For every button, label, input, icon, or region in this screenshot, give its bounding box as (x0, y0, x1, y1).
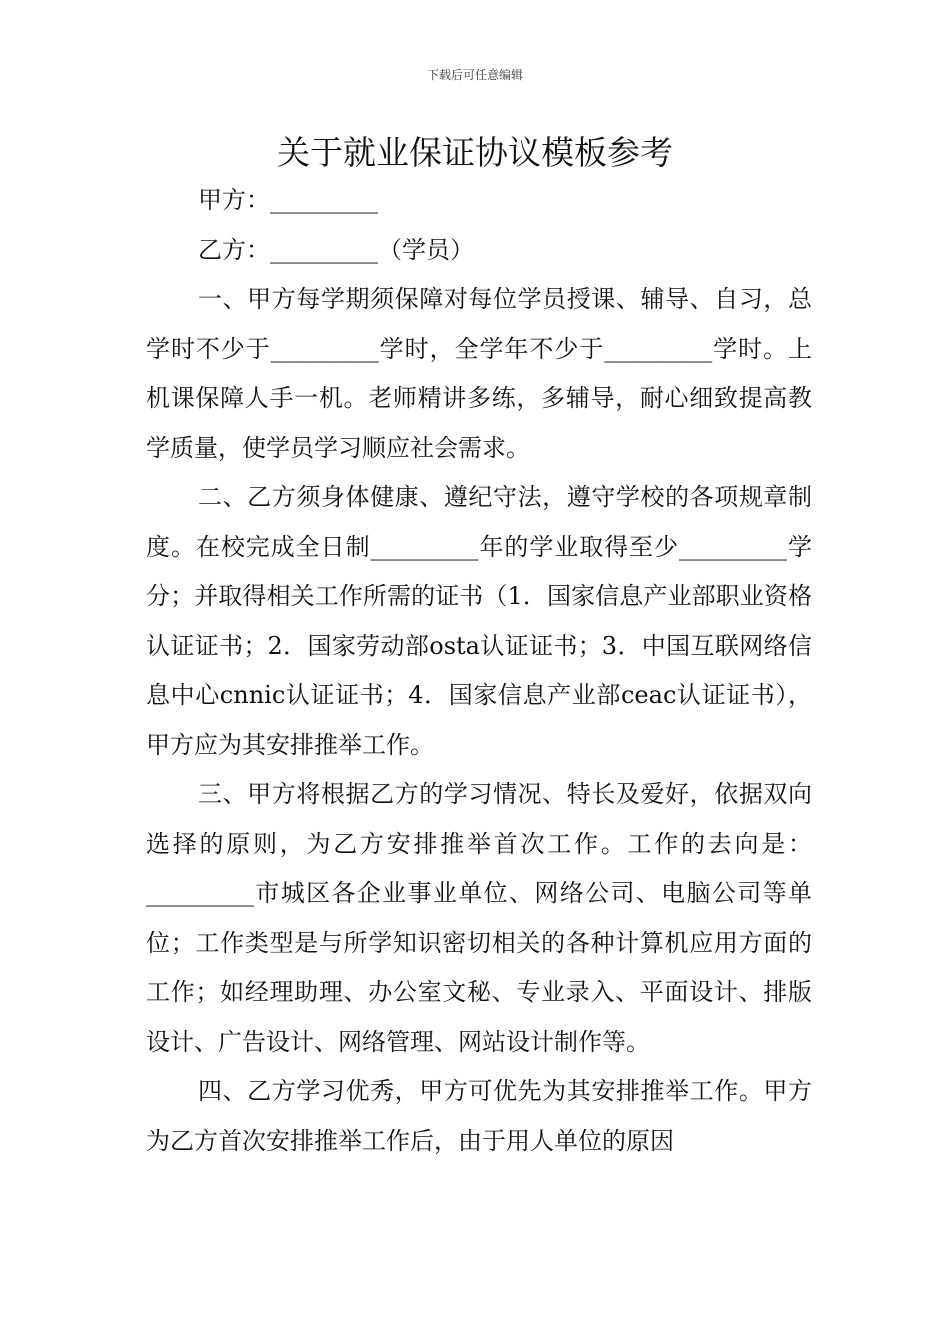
clause-3-paragraph: 三、甲方将根据乙方的学习情况、特长及爱好，依据双向选择的原则，为乙方安排推举首次工作。工作的去向是：_________市城区各企业事业单位、网络公司、电脑公司等单位；工作类型是与所学知识密切相关的各种计算机应用方面的工作；如经理助理、办公室文秘、专业录入、平面设计、排版设计、广告设计、网络管理、网站设计制作等。 (146, 780, 812, 1056)
document-title: 关于就业保证协议模板参考 (277, 133, 673, 172)
document-body (146, 176, 812, 1166)
party-a-line: 甲方：_________ (198, 186, 378, 214)
party-b-line: 乙方：_________（学员） (198, 235, 474, 264)
clause-4-paragraph: 四、乙方学习优秀，甲方可优先为其安排推举工作。甲方为乙方首次安排推举工作后，由于用人单位的原因 (146, 1077, 812, 1155)
clause-1-paragraph: 一、甲方每学期须保障对每位学员授课、辅导、自习，总学时不少于_________学时，全学年不少于_________学时。上机课保障人手一机。老师精讲多练，多辅导，耐心细致提高教学质量，使学员学习顺应社会需求。 (146, 285, 812, 462)
header-note: 下载后可任意编辑 (426, 68, 523, 82)
clause-2-paragraph: 二、乙方须身体健康、遵纪守法，遵守学校的各项规章制度。在校完成全日制_________年的学业取得至少_________学分；并取得相关工作所需的证书（1．国家信息产业部职业资格认证证书；2．国家劳动部osta认证证书；3．中国互联网络信息中心cnnic认证证书；4．国家信息产业部ceac认证证书），甲方应为其安排推举工作。 (146, 483, 812, 759)
